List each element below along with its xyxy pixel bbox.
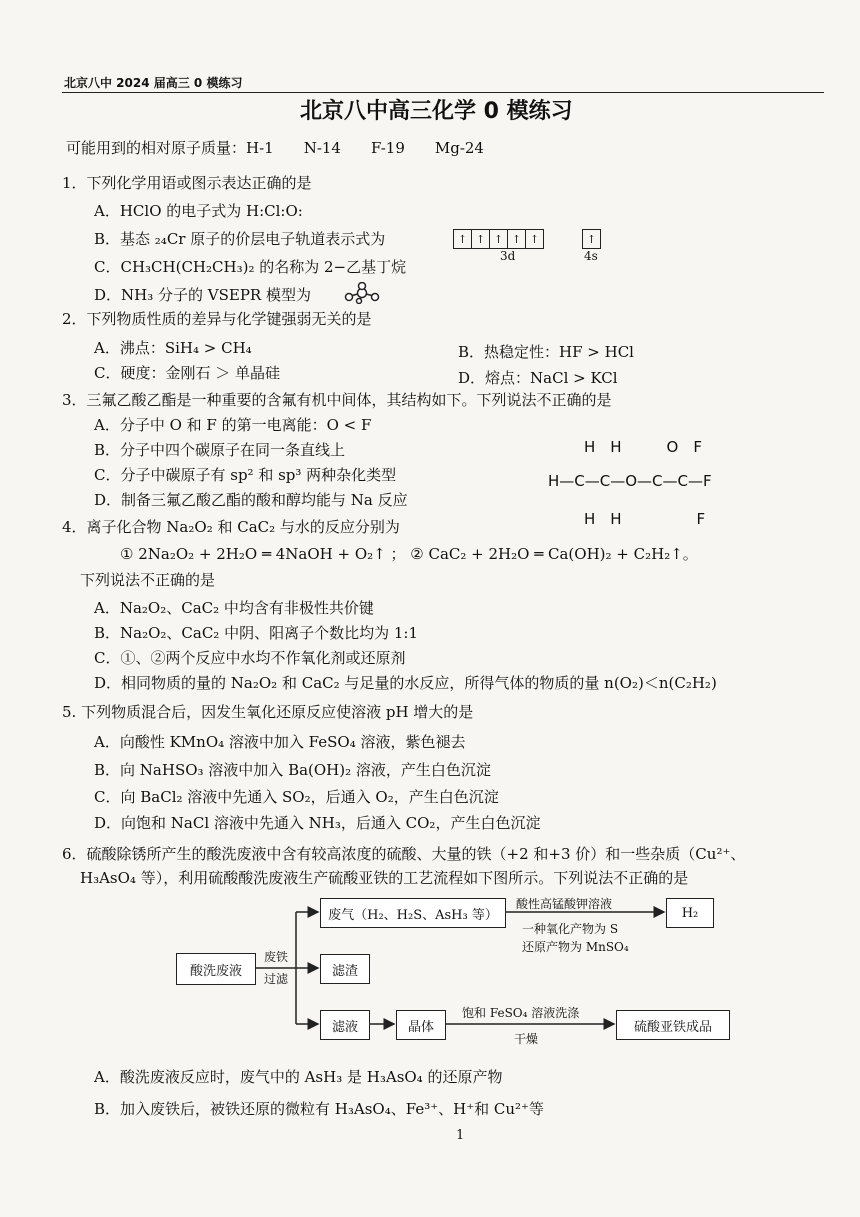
q5-option-b: B．向 NaHSO₃ 溶液中加入 Ba(OH)₂ 溶液，产生白色沉淀 [94, 761, 491, 779]
q3-stem: 3．三氟乙酸乙酯是一种重要的含氟有机中间体，其结构如下。下列说法不正确的是 [62, 391, 612, 409]
q3-option-b: B．分子中四个碳原子在同一条直线上 [94, 441, 346, 459]
flow-note-reduction: 还原产物为 MnSO₄ [522, 940, 629, 954]
flow-crystal-box: 晶体 [396, 1010, 446, 1040]
flow-step1-top: 废铁 [264, 950, 289, 964]
page-number: 1 [456, 1128, 465, 1143]
q1-option-d: D．NH₃ 分子的 VSEPR 模型为 [94, 286, 311, 304]
flow-product-box: 硫酸亚铁成品 [616, 1010, 730, 1040]
q3-option-a: A．分子中 O 和 F 的第一电离能：O < F [94, 416, 372, 434]
q2-option-c: C．硬度：金刚石 ＞ 单晶硅 [94, 364, 281, 382]
flow-step1-bottom: 过滤 [264, 972, 289, 986]
q4-option-c: C．①、②两个反应中水均不作氧化剂或还原剂 [94, 649, 406, 667]
q4-sub: 下列说法不正确的是 [80, 571, 216, 589]
flow-residue-box: 滤渣 [320, 954, 370, 984]
flow-h2-box: H₂ [666, 898, 714, 928]
q5-option-c: C．向 BaCl₂ 溶液中先通入 SO₂，后通入 O₂，产生白色沉淀 [94, 788, 499, 806]
flow-start-box: 酸洗废液 [176, 953, 256, 985]
struct-row-bottom: H H F [584, 510, 706, 528]
q5-stem: 5. 下列物质混合后，因发生氧化还原反应使溶液 pH 增大的是 [62, 703, 474, 721]
q6-option-b: B．加入废铁后，被铁还原的微粒有 H₃AsO₄、Fe³⁺、H⁺和 Cu²⁺等 [94, 1100, 544, 1118]
label-4s: 4s [584, 249, 598, 263]
q2-stem: 2．下列物质性质的差异与化学键强弱无关的是 [62, 310, 372, 328]
struct-row-main: H—C—C—O—C—C—F [548, 472, 712, 490]
orbital-3d-3: ↑ [490, 230, 508, 248]
flow-note-oxidation: 一种氧化产物为 S [522, 922, 619, 936]
page-title: 北京八中高三化学 0 模练习 [300, 99, 573, 124]
q6-stem-line1: 6．硫酸除锈所产生的酸洗废液中含有较高浓度的硫酸、大量的铁（+2 和+3 价）和一些杂质（Cu²⁺、 [62, 845, 746, 863]
q1-option-c: C．CH₃CH(CH₂CH₃)₂ 的名称为 2−乙基丁烷 [94, 258, 407, 276]
q3-option-d: D．制备三氟乙酸乙酯的酸和醇均能与 Na 反应 [94, 491, 408, 509]
q4-option-d: D．相同物质的量的 Na₂O₂ 和 CaC₂ 与足量的水反应，所得气体的物质的量 n(O₂)＜n(C₂H₂) [94, 674, 717, 692]
q4-option-a: A．Na₂O₂、CaC₂ 中均含有非极性共价键 [94, 599, 374, 617]
q4-stem: 4．离子化合物 Na₂O₂ 和 CaC₂ 与水的反应分别为 [62, 518, 400, 536]
flow-reagent: 酸性高锰酸钾溶液 [516, 897, 613, 911]
flow-filtrate-box: 滤液 [320, 1010, 370, 1040]
q1-stem: 1．下列化学用语或图示表达正确的是 [62, 174, 312, 192]
q3-option-c: C．分子中碳原子有 sp² 和 sp³ 两种杂化类型 [94, 466, 397, 484]
q2-option-a: A．沸点：SiH₄ > CH₄ [94, 339, 252, 357]
orbital-3d-5: ↑ [529, 232, 540, 246]
struct-row-top: H H O F [584, 438, 702, 456]
atomic-masses: 可能用到的相对原子质量：H-1 N-14 F-19 Mg-24 [66, 139, 484, 157]
q1-option-a: A．HClO 的电子式为 H:Cl:O: [94, 202, 303, 220]
q1-option-b: B．基态 ₂₄Cr 原子的价层电子轨道表示式为 [94, 230, 386, 248]
q6-option-a: A．酸洗废液反应时，废气中的 AsH₃ 是 H₃AsO₄ 的还原产物 [94, 1068, 503, 1086]
orbital-3d-1: ↑ [454, 230, 472, 248]
flow-wash-bottom: 干燥 [514, 1032, 539, 1046]
q4-option-b: B．Na₂O₂、CaC₂ 中阴、阳离子个数比均为 1:1 [94, 624, 419, 642]
flow-wash-top: 饱和 FeSO₄ 溶液洗涤 [462, 1006, 580, 1020]
q4-equations: ① 2Na₂O₂ + 2H₂O ═ 4NaOH + O₂↑ ； ② CaC₂ + 2H₂O ═ Ca(OH)₂ + C₂H₂↑。 [120, 545, 698, 563]
q2-option-b: B．热稳定性：HF > HCl [458, 343, 634, 361]
orbital-3d-2: ↑ [472, 230, 490, 248]
flow-gas-box: 废气（H₂、H₂S、AsH₃ 等） [320, 898, 506, 928]
orbital-3d-4: ↑ [508, 230, 526, 248]
q5-option-a: A．向酸性 KMnO₄ 溶液中加入 FeSO₄ 溶液，紫色褪去 [94, 733, 466, 751]
label-3d: 3d [500, 249, 516, 263]
q5-option-d: D．向饱和 NaCl 溶液中先通入 NH₃，后通入 CO₂，产生白色沉淀 [94, 814, 541, 832]
q6-stem-line2: H₃AsO₄ 等），利用硫酸酸洗废液生产硫酸亚铁的工艺流程如下图所示。下列说法不正确的是 [80, 869, 689, 887]
orbital-4s-1: ↑ [586, 232, 597, 246]
header-school: 北京八中 2024 届高三 0 模练习 [64, 76, 243, 90]
q2-option-d: D．熔点：NaCl > KCl [458, 369, 618, 387]
